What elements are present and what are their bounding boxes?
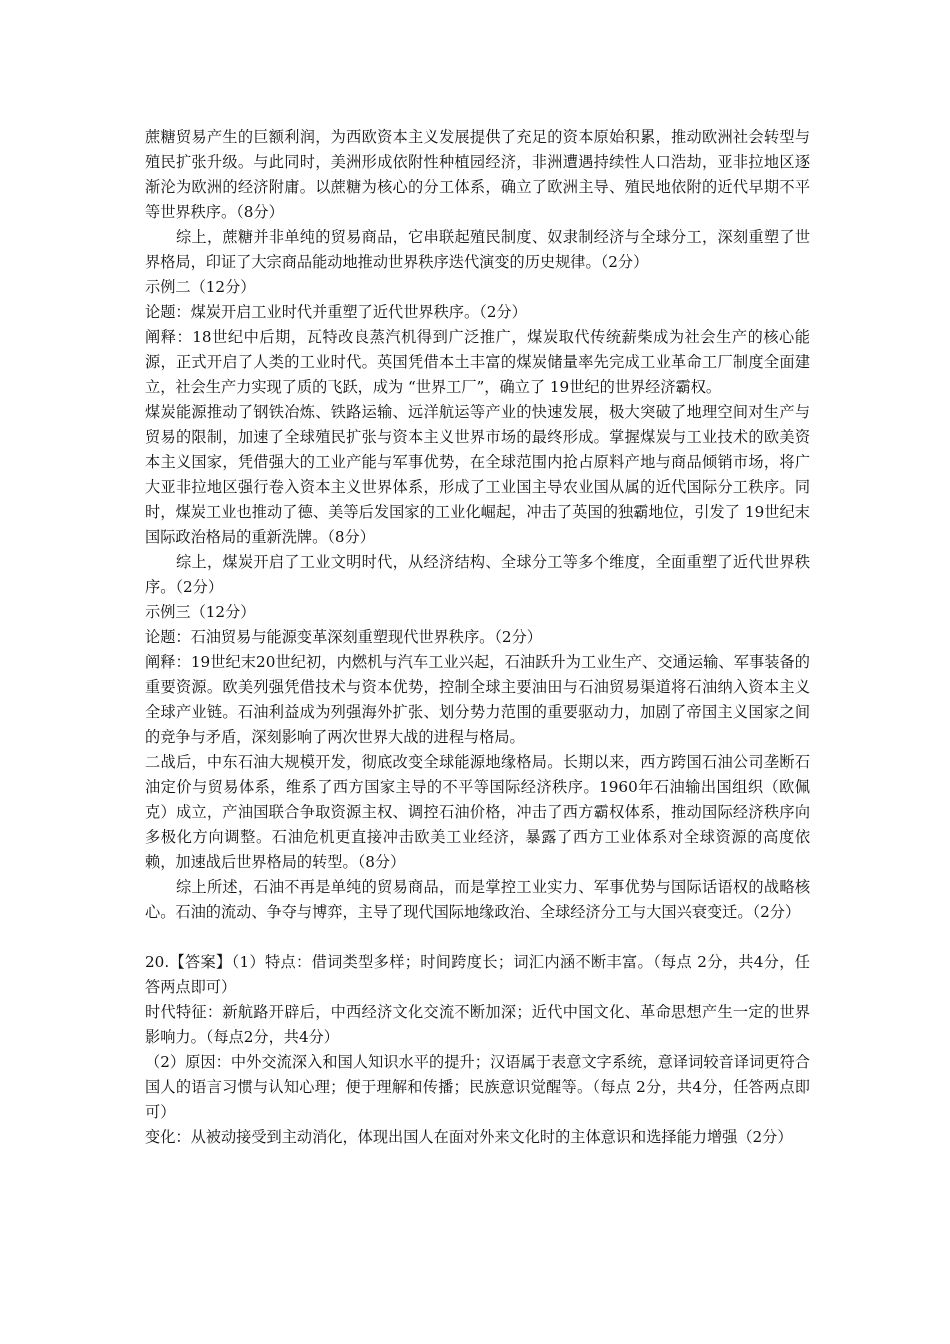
- answer-20-part-1: 20.【答案】（1）特点：借词类型多样；时间跨度长；词汇内涵不断丰富。（每点 2分，共4分，任答两点即可）: [145, 953, 810, 996]
- example-two-explanation-continued: 煤炭能源推动了钢铁冶炼、铁路运输、远洋航运等产业的快速发展，极大突破了地理空间对生产与贸易的限制，加速了全球殖民扩张与资本主义世界市场的最终形成。掌握煤炭与工业技术的欧美资本主义国家，凭借强大的工业产能与军事优势，在全球范围内抢占原料产地与商品倾销市场，将广大亚非拉地区强行卷入资本主义世界体系，形成了工业国主导农业国从属的近代国际分工秩序。同时，煤炭工业也推动了德、美等后发国家的工业化崛起，冲击了英国的独霸地位，引发了 19世纪末国际政治格局的重新洗牌。（8分）: [145, 403, 810, 546]
- answer-20-change: 变化：从被动接受到主动消化，体现出国人在面对外来文化时的主体意识和选择能力增强（2分）: [145, 1128, 793, 1146]
- section-gap: [145, 925, 810, 950]
- example-three-thesis: 论题：石油贸易与能源变革深刻重塑现代世界秩序。（2分）: [145, 628, 542, 646]
- example-three-explanation: 阐释：19世纪末20世纪初，内燃机与汽车工业兴起，石油跃升为工业生产、交通运输、军事装备的重要资源。欧美列强凭借技术与资本优势，控制全球主要油田与石油贸易渠道将石油纳入资本主义全球产业链。石油利益成为列强海外扩张、划分势力范围的重要驱动力，加剧了帝国主义国家之间的竞争与矛盾，深刻影响了两次世界大战的进程与格局。: [145, 653, 810, 746]
- example-three-summary: 综上所述，石油不再是单纯的贸易商品，而是掌控工业实力、军事优势与国际话语权的战略核心。石油的流动、争夺与博弈，主导了现代国际地缘政治、全球经济分工与大国兴衰变迁。（2分）: [145, 878, 810, 921]
- answer-20-part-2: （2）原因：中外交流深入和国人知识水平的提升；汉语属于表意文字系统，意译词较音译词更符合国人的语言习惯与认知心理；便于理解和传播；民族意识觉醒等。（每点 2分，共4分，任答两点即可）: [145, 1053, 810, 1121]
- example-two-thesis: 论题：煤炭开启工业时代并重塑了近代世界秩序。（2分）: [145, 303, 527, 321]
- example-two-explanation: 阐释：18世纪中后期，瓦特改良蒸汽机得到广泛推广，煤炭取代传统薪柴成为社会生产的核心能源，正式开启了人类的工业时代。英国凭借本土丰富的煤炭储量率先完成工业革命工厂制度全面建立，社会生产力实现了质的飞跃，成为 “世界工厂”，确立了 19世纪的世界经济霸权。: [145, 328, 810, 396]
- example-two-summary: 综上，煤炭开启了工业文明时代，从经济结构、全球分工等多个维度，全面重塑了近代世界秩序。（2分）: [145, 553, 810, 596]
- paragraph-sugar-summary: 综上，蔗糖并非单纯的贸易商品，它串联起殖民制度、奴隶制经济与全球分工，深刻重塑了世界格局，印证了大宗商品能动地推动世界秩序迭代演变的历史规律。（2分）: [145, 228, 810, 271]
- document-page: [145, 125, 810, 1150]
- paragraph-sugar-impact: 蔗糖贸易产生的巨额利润，为西欧资本主义发展提供了充足的资本原始积累，推动欧洲社会转型与殖民扩张升级。与此同时，美洲形成依附性种植园经济，非洲遭遇持续性人口浩劫，亚非拉地区逐渐沦为欧洲的经济附庸。以蔗糖为核心的分工体系，确立了欧洲主导、殖民地依附的近代早期不平等世界秩序。（8分）: [145, 128, 810, 221]
- answer-20-era-features: 时代特征：新航路开辟后，中西经济文化交流不断加深；近代中国文化、革命思想产生一定的世界影响力。（每点2分，共4分）: [145, 1003, 810, 1046]
- example-two-heading: 示例二（12分）: [145, 278, 256, 296]
- example-three-explanation-continued: 二战后，中东石油大规模开发，彻底改变全球能源地缘格局。长期以来，西方跨国石油公司垄断石油定价与贸易体系，维系了西方国家主导的不平等国际经济秩序。1960年石油输出国组织（欧佩克）成立，产油国联合争取资源主权、调控石油价格，冲击了西方霸权体系，推动国际经济秩序向多极化方向调整。石油危机更直接冲击欧美工业经济，暴露了西方工业体系对全球资源的高度依赖，加速战后世界格局的转型。（8分）: [145, 753, 810, 871]
- example-three-heading: 示例三（12分）: [145, 603, 256, 621]
